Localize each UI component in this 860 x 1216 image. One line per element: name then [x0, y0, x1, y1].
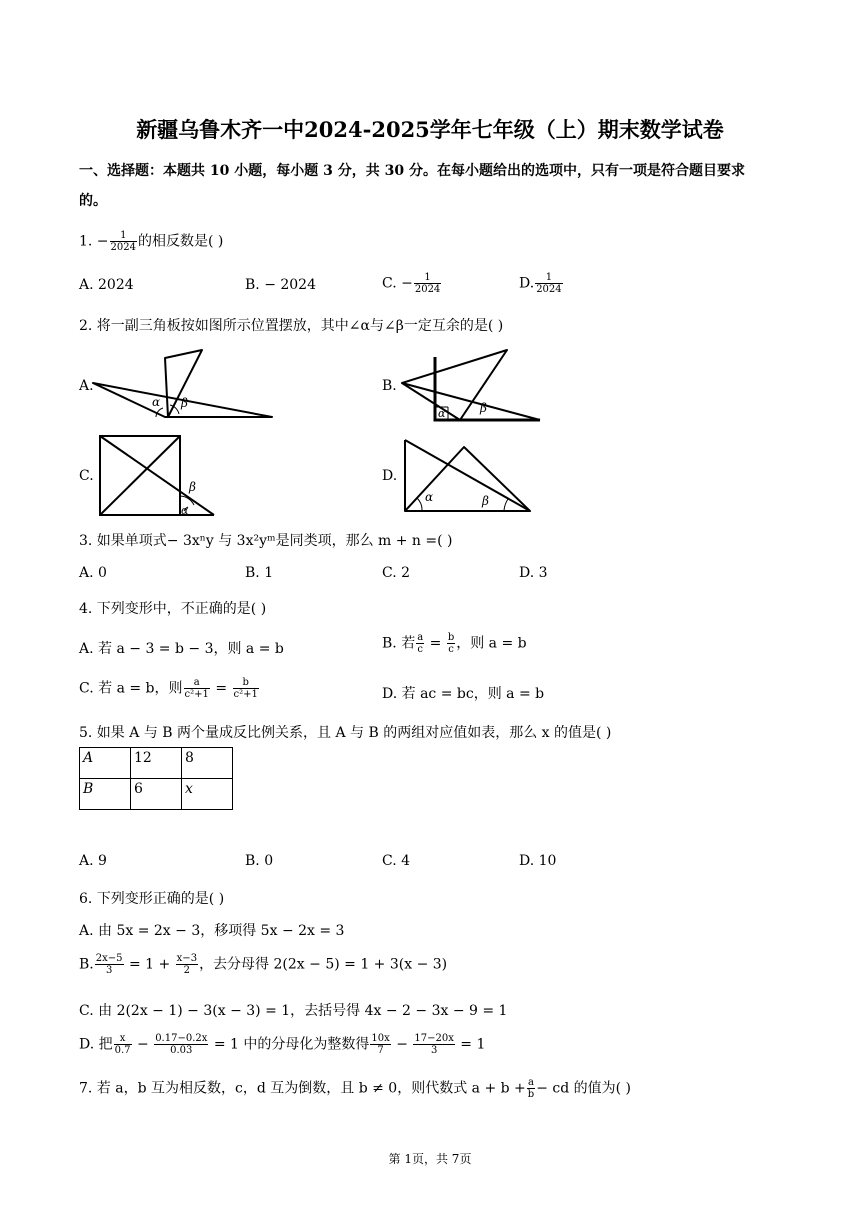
section-heading-cont: 的。: [79, 193, 107, 209]
q5-table: [79, 747, 233, 810]
q6-option-a: A. 由 5x = 2x − 3，移项得 5x − 2x = 3: [79, 923, 345, 939]
figure-b-alpha: α: [438, 407, 446, 420]
q6-option-d: D. 把 $\frac{x}{0.7}$ − $\frac{0.17-0.2x}{0.03}$ = 1 中的分母化为整数得 $\frac{10x}{7}$ − $\frac{17-20x}{3}$ = 1: [79, 1033, 486, 1056]
figure-d: [400, 435, 535, 515]
q5-option-a: A. 9: [79, 853, 107, 869]
question-5: 5. 如果 A 与 B 两个量成反比例关系，且 A 与 B 的两组对应值如表，那么 x 的值是( ): [79, 725, 612, 741]
q2-option-b: B.: [382, 378, 397, 394]
question-1: [79, 230, 223, 253]
q5-option-b: B. 0: [245, 853, 274, 869]
question-7: 7. 若 a，b 互为相反数，c，d 互为倒数，且 b ≠ 0，则代数式 a + b + $\frac{a}{b}$ − cd 的值为( ): [79, 1077, 632, 1100]
figure-b: [400, 345, 545, 427]
figure-c-beta: β: [189, 480, 196, 494]
q1-fraction: $\frac{1}{2024}$: [110, 230, 136, 253]
page-footer: 第 1页，共 7页: [388, 1152, 472, 1166]
figure-b-beta: β: [480, 401, 487, 415]
figure-c: [96, 433, 221, 518]
q5-option-c: C. 4: [382, 853, 411, 869]
table-cell: A: [80, 748, 131, 779]
q3-option-c: C. 2: [382, 565, 411, 581]
q3-option-b: B. 1: [245, 565, 274, 581]
page-title: 新疆乌鲁木齐一中2024-2025学年七年级（上）期末数学试卷: [136, 117, 724, 142]
q1-tail: 的相反数是( ): [138, 233, 224, 250]
q6-option-c: C. 由 2(2x − 1) − 3(x − 3) = 1，去括号得 4x − 2 − 3x − 9 = 1: [79, 1003, 508, 1019]
q3-option-d: D. 3: [519, 565, 548, 581]
question-3: 3. 如果单项式− 3xⁿy 与 3x²yᵐ是同类项，那么 m + n =( ): [79, 533, 453, 549]
q2-option-d: D.: [382, 468, 398, 484]
figure-c-alpha: α: [181, 504, 189, 517]
q4-option-d: D. 若 ac = bc，则 a = b: [382, 686, 545, 702]
q4-option-b: B. 若 $\frac{a}{c}$ = $\frac{b}{c}$ ，则 a = b: [382, 632, 527, 655]
table-cell: 12: [131, 748, 182, 779]
figure-a: [90, 345, 280, 425]
table-row: [80, 748, 233, 779]
q4-option-c: C. 若 a = b，则 $\frac{a}{\text{c²+1}}$ = $\frac{b}{\text{c²+1}}$: [79, 677, 258, 700]
q1-option-d: D. $\frac{1}{2024}$: [519, 272, 562, 295]
figure-d-alpha: α: [425, 490, 434, 504]
question-6: 6. 下列变形正确的是( ): [79, 891, 225, 907]
q1-option-b: B. − 2024: [245, 277, 316, 293]
q5-option-d: D. 10: [519, 853, 557, 869]
q6-option-b: B. $\frac{2x-5}{3}$ = 1 + $\frac{x-3}{2}$ ，去分母得 2(2x − 5) = 1 + 3(x − 3): [79, 953, 448, 976]
q1-option-a: A. 2024: [79, 277, 134, 293]
table-cell: x: [182, 779, 233, 810]
figure-a-alpha: α: [152, 395, 161, 409]
q1-option-c: C. − $\frac{1}{2024}$: [382, 272, 441, 295]
q3-option-a: A. 0: [79, 565, 107, 581]
figure-d-beta: β: [482, 494, 489, 508]
table-row: [80, 779, 233, 810]
question-2: 2. 将一副三角板按如图所示位置摆放，其中∠α与∠β一定互余的是( ): [79, 318, 504, 334]
q2-option-c: C.: [79, 468, 94, 484]
section-heading: 一、选择题：本题共 10 小题，每小题 3 分，共 30 分。在每小题给出的选项中，只有一项是符合题目要求: [79, 163, 745, 179]
q2-option-a: A.: [79, 378, 94, 394]
table-cell: 6: [131, 779, 182, 810]
figure-a-beta: β: [181, 396, 188, 410]
q1-prefix: 1. −: [79, 233, 109, 250]
table-cell: B: [80, 779, 131, 810]
table-cell: 8: [182, 748, 233, 779]
question-4: 4. 下列变形中，不正确的是( ): [79, 601, 267, 617]
q4-option-a: A. 若 a − 3 = b − 3，则 a = b: [79, 641, 284, 657]
